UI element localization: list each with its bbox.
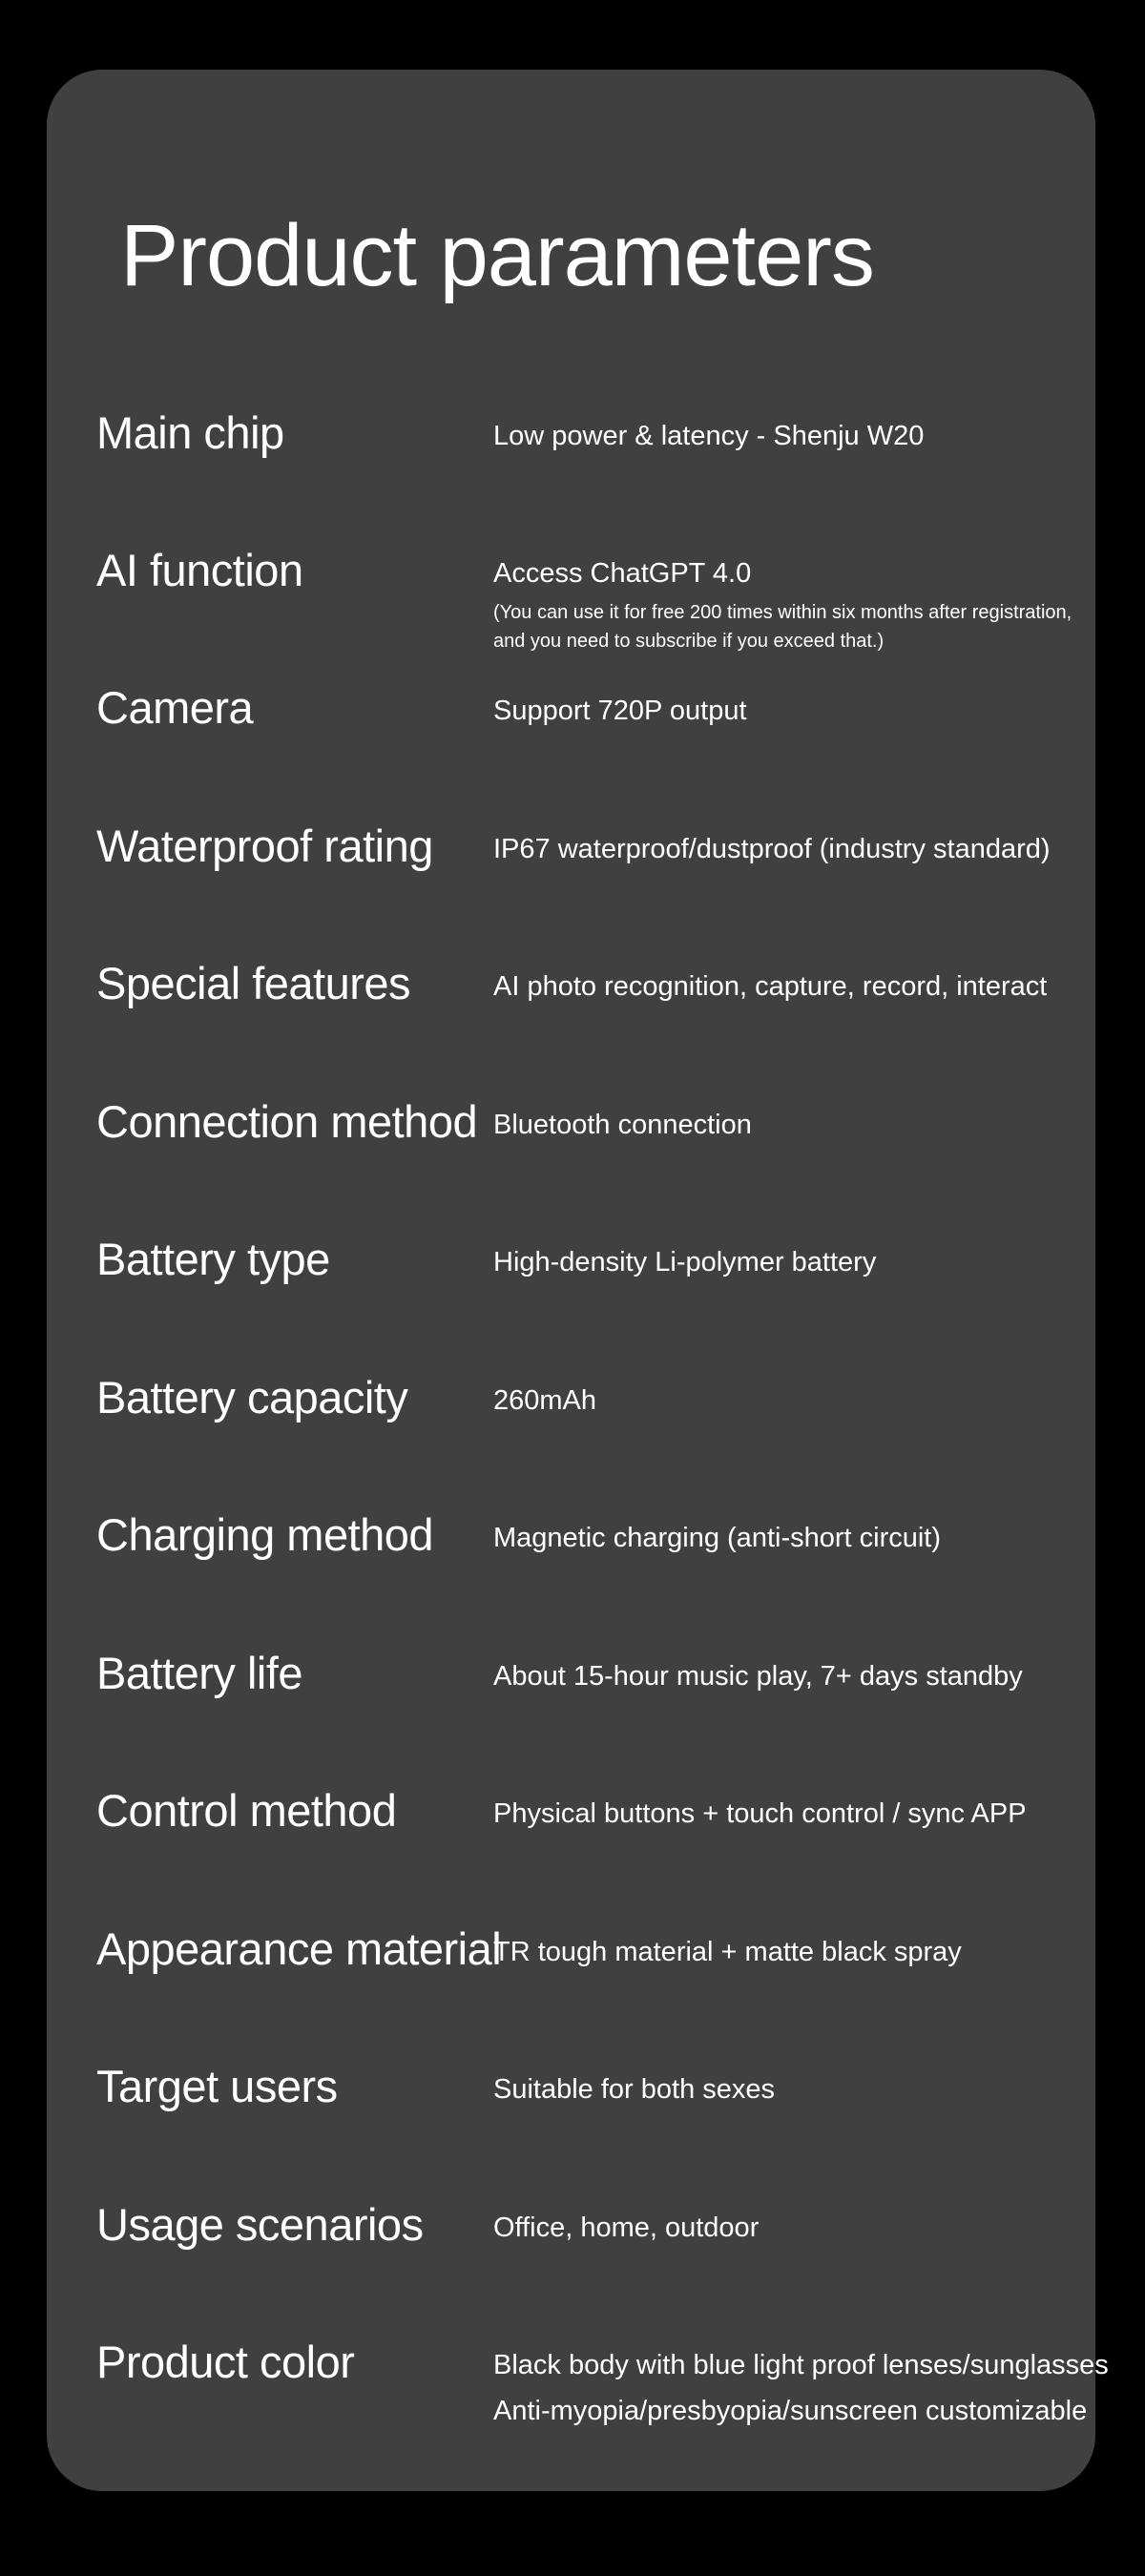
param-note-line: (You can use it for free 200 times within six months after registration,: [493, 602, 1072, 623]
param-label: AI function: [96, 545, 303, 595]
param-row-battery-capacity: [96, 1373, 1098, 1487]
param-value: High-density Li-polymer battery: [493, 1247, 877, 1278]
param-value: Suitable for both sexes: [493, 2074, 776, 2105]
param-label: Usage scenarios: [96, 2199, 424, 2250]
param-label: Appearance material: [96, 1923, 502, 1974]
param-row-camera: [96, 683, 1098, 798]
param-row-main-chip: [96, 408, 1098, 523]
param-value: Magnetic charging (anti-short circuit): [493, 1523, 942, 1553]
param-row-charging-method: [96, 1510, 1098, 1625]
param-label: Control method: [96, 1785, 397, 1836]
param-row-battery-type: [96, 1235, 1098, 1349]
param-value: TR tough material + matte black spray: [493, 1937, 962, 1967]
param-value: Access ChatGPT 4.0: [493, 558, 752, 589]
param-row-product-color: [96, 2337, 1109, 2452]
param-value: Support 720P output: [493, 696, 747, 726]
param-value: Physical buttons + touch control / sync APP: [493, 1798, 1027, 1829]
param-value: Black body with blue light proof lenses/sunglasses: [493, 2350, 1109, 2380]
param-value: Office, home, outdoor: [493, 2212, 760, 2243]
param-row-usage-scenarios: [96, 2200, 1098, 2315]
param-value: AI photo recognition, capture, record, interact: [493, 971, 1048, 1002]
param-value: About 15-hour music play, 7+ days standby: [493, 1661, 1023, 1692]
param-label: Connection method: [96, 1096, 478, 1147]
param-row-battery-life: [96, 1649, 1098, 1763]
param-label: Battery type: [96, 1234, 330, 1284]
param-value: 260mAh: [493, 1385, 597, 1416]
param-value: Low power & latency - Shenju W20: [493, 421, 925, 451]
param-row-target-users: [96, 2062, 1098, 2176]
param-value: IP67 waterproof/dustproof (industry standard): [493, 834, 1051, 864]
param-value-line2: Anti-myopia/presbyopia/sunscreen customizable: [493, 2396, 1088, 2426]
param-label: Battery capacity: [96, 1372, 408, 1423]
param-value: Bluetooth connection: [493, 1110, 752, 1140]
param-row-control-method: [96, 1786, 1098, 1901]
param-row-connection-method: [96, 1097, 1098, 1212]
param-row-waterproof-rating: [96, 821, 1098, 936]
param-label: Camera: [96, 682, 254, 733]
param-label: Waterproof rating: [96, 821, 433, 871]
param-row-appearance-material: [96, 1924, 1098, 2039]
param-label: Target users: [96, 2061, 338, 2111]
param-label: Charging method: [96, 1509, 434, 1560]
param-label: Product color: [96, 2337, 355, 2387]
param-row-ai-function: [96, 546, 1098, 660]
param-note-line: and you need to subscribe if you exceed that.): [493, 631, 885, 652]
param-label: Battery life: [96, 1648, 303, 1698]
param-row-special-features: [96, 959, 1098, 1073]
param-label: Main chip: [96, 407, 284, 458]
page-title: Product parameters: [120, 207, 874, 304]
param-label: Special features: [96, 958, 411, 1008]
param-note: [493, 598, 1072, 655]
